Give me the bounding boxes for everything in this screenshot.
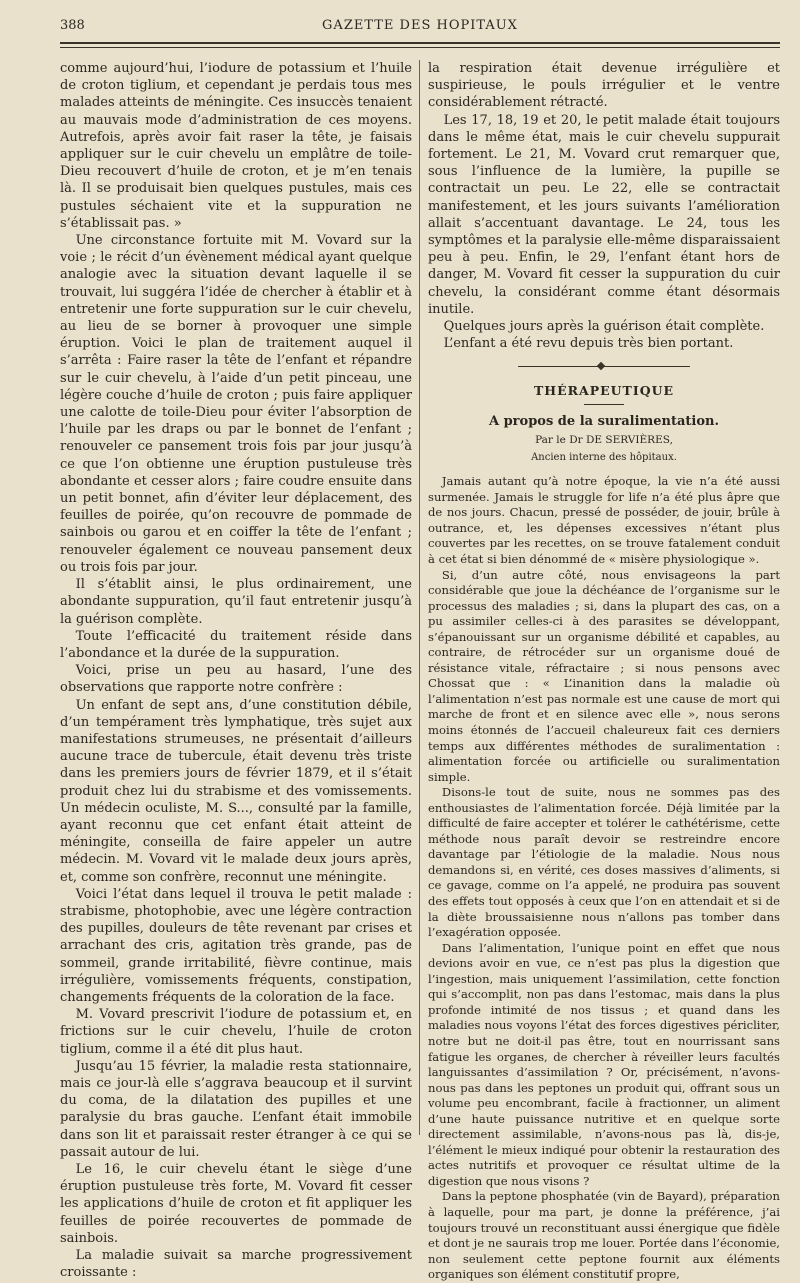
paragraph: Un enfant de sept ans, d’une constitution débile, d’un tempérament très lymphatique, très sujet aux manifestations strumeuses, ne présentait d’ailleurs aucune trace de tubercule, était devenu très triste dans les premiers jours de février 1879, et il s’était produit chez lui du strabisme et des vomissements. Un médecin oculiste, M. S..., consulté par la famille, ayant reconnu que cet enfant était atteint de méningite, conseilla de faire appeler un autre médecin. M. Vovard vit le malade deux jours après, et, comme son confrère, reconnut une méningite. bbox=[60, 697, 412, 885]
paragraph: Voici l’état dans lequel il trouva le petit malade : strabisme, photophobie, avec une légère contraction des pupilles, douleurs de tête revenant par crises et arrachant des cris, agitation très grande, pas de sommeil, grande irritabilité, fièvre continue, mais irrégulière, vomissements fréquents, constipation, changements fréquents de la coloration de la face. bbox=[60, 886, 412, 1005]
paragraph: Toute l’efficacité du traitement réside dans l’abondance et la durée de la suppuration. bbox=[60, 628, 412, 661]
paragraph: Quelques jours après la guérison était complète. bbox=[443, 319, 765, 335]
page-number: 388 bbox=[60, 18, 85, 33]
byline: Par le Dr DE SERVIÈRES, bbox=[535, 433, 673, 446]
article-title: A propos de la suralimentation. bbox=[488, 413, 720, 429]
paragraph: Voici, prise un peu au hasard, l’une des observations que rapporte notre confrère : bbox=[60, 663, 412, 696]
paragraph: Jamais autant qu’à notre époque, la vie n’a été aussi surmenée. Jamais le struggle for life n’a été plus âpre que de nos jours. Chacun, pressé de posséder, de jouir, brûle à outrance, et, les dépenses excessives n’étant plus couvertes par les recettes, on se trouve fatalement conduit à cet état si bien dénommé de « misère physiologique ». bbox=[428, 474, 780, 566]
paragraph: M. Vovard prescrivit l’iodure de potassium et, en frictions sur le cuir chevelu, l’huile de croton tiglium, comme il a été dit plus haut. bbox=[60, 1007, 412, 1057]
paragraph: Le 16, le cuir chevelu étant le siège d’une éruption pustuleuse très forte, M. Vovard fit cesser les applications d’huile de croton et fit appliquer les feuilles de poirée recouvertes de pommade de sainbois. bbox=[60, 1162, 412, 1246]
section-separator bbox=[428, 362, 780, 370]
left-column bbox=[60, 60, 412, 1281]
paragraph: Il s’établit ainsi, le plus ordinairement, une abondante suppuration, qu’il faut entretenir jusqu’à la guérison complète. bbox=[60, 577, 412, 627]
header-rule-thick bbox=[60, 42, 780, 44]
paragraph: Les 17, 18, 19 et 20, le petit malade était toujours dans le même état, mais le cuir chevelu suppurait fortement. Le 21, M. Vovard crut remarquer que, sous l’influence de la lumière, la pupille se contractait un peu. Le 22, elle se contractait manifestement, et les jours suivants l’amélioration allait s’accentuant davantage. Le 24, tous les symptômes et la paralysie elle-même disparaissaient peu à peu. Enfin, le 29, l’enfant étant hors de danger, M. Vovard fit cesser la suppuration du cuir chevelu, la considérant comme étant désormais inutile. bbox=[428, 112, 780, 317]
journal-title: GAZETTE DES HOPITAUX bbox=[322, 18, 518, 33]
article-body bbox=[428, 474, 780, 1282]
byline-subtitle: Ancien interne des hôpitaux. bbox=[531, 452, 677, 464]
page-header bbox=[60, 16, 780, 42]
paragraph: la respiration était devenue irrégulière et suspirieuse, le pouls irrégulier et le ventre considérablement rétracté. bbox=[428, 61, 780, 111]
paragraph: La maladie suivait sa marche progressivement croissante : bbox=[60, 1248, 412, 1281]
paragraph: comme aujourd’hui, l’iodure de potassium et l’huile de croton tiglium, et cependant je perdais tous mes malades atteints de méningite. Ces insuccès tenaient au mauvais mode d’administration de ces moyens. Autrefois, après avoir fait raser la tête, je faisais appliquer sur le cuir chevelu un emplâtre de toile-Dieu recouvert d’huile de croton, et je m’en tenais là. Il se produisait bien quelques pustules, mais ces pustules séchaient vite et la suppuration ne s’établissait pas. » bbox=[60, 61, 412, 231]
header-rule-thin bbox=[60, 47, 780, 48]
paragraph: Jusqu’au 15 février, la maladie resta stationnaire, mais ce jour-là elle s’aggrava beaucoup et il survint du coma, de la dilatation des pupilles et une paralysie du bras gauche. L’enfant était immobile dans son lit et paraissait rester étranger à ce qui se passait autour de lui. bbox=[60, 1058, 412, 1160]
title-rule bbox=[584, 404, 624, 405]
paragraph: Dans l’alimentation, l’unique point en effet que nous devions avoir en vue, ce n’est pas plus la digestion que l’ingestion, mais uniquement l’assimilation, cette fonction qui s’accomplit, non pas dans l’estomac, mais dans la plus profonde intimité de nos tissus ; et quand dans les maladies nous voyons l’état des forces digestives péricliter, notre but ne doit-il pas être, tout en nourrissant sans fatigue les organes, de chercher à réveiller leurs facultés languissantes d’assimilation ? Or, précisément, n’avons-nous pas dans les peptones un produit qui, offrant sous un volume peu encombrant, facile à fractionner, un aliment d’une haute puissance nutritive et en quelque sorte directement assimilable, n’avons-nous pas là, dis-je, l’élément le mieux indiqué pour obtenir la restauration des actes nutritifs et provoquer ce résultat ultime de la digestion que nous visons ? bbox=[428, 940, 780, 1188]
paragraph: Si, d’un autre côté, nous envisageons la part considérable que joue la déchéance de l’organisme sur le processus des maladies ; si, dans la plupart des cas, on a pu assimiler celles-ci à des parasites se développant, s’épanouissant sur un organisme débilité et capables, au contraire, de rétrocéder sur un organisme doué de résistance vitale, réfractaire ; si nous pensons avec Chossat que : « L’inanition dans la maladie où l’alimentation n’est pas normale est une cause de mort qui marche de front et en silence avec elle », nous serons moins étonnés de l’accueil chaleureux fait ces derniers temps aux différentes méthodes de suralimentation : alimentation forcée ou artificielle ou suralimentation simple. bbox=[428, 567, 780, 784]
right-column bbox=[428, 60, 780, 1282]
paragraph: L’enfant a été revu depuis très bien portant. bbox=[443, 336, 734, 352]
paragraph: Dans la peptone phosphatée (vin de Bayard), préparation à laquelle, pour ma part, je donne la préférence, j’ai toujours trouvé un reconstituant aussi énergique que fidèle et dont je ne saurais trop me louer. Portée dans l’économie, non seulement cette peptone fournit aux éléments organiques son élément constitutif propre, bbox=[428, 1189, 780, 1282]
section-title: THÉRAPEUTIQUE bbox=[533, 383, 675, 399]
paragraph: Une circonstance fortuite mit M. Vovard sur la voie ; le récit d’un évènement médical ayant quelque analogie avec la situation devant laquelle il se trouvait, lui suggéra l’idée de chercher à établir et à entretenir une forte suppuration sur le cuir chevelu, au lieu de se borner à provoquer une simple éruption. Voici le plan de traitement auquel il s’arrêta : Faire raser la tête de l’enfant et répandre sur le cuir chevelu, à l’aide d’un petit pinceau, une légère couche d’huile de croton ; puis faire appliquer une calotte de toile-Dieu pour éviter l’absorption de l’huile par les draps ou par le bonnet de l’enfant ; renouveler ce pansement trois fois par jour jusqu’à ce que l’on obtienne une éruption pustuleuse très abondante et cesser alors ; faire coudre ensuite dans un petit bonnet, afin d’éviter leur déplacement, des feuilles de poirée, qu’on recouvre de pommade de sainbois ou garou et en coiffer la tête de l’enfant ; renouveler également ce nouveau pansement deux ou trois fois par jour. bbox=[60, 233, 412, 575]
paragraph: Disons-le tout de suite, nous ne sommes pas des enthousiastes de l’alimentation forcée. Déjà limitée par la difficulté de faire accepter et tolérer le cathétérisme, cette méthode nous paraît devoir se restreindre encore davantage par l’étiologie de la maladie. Nous nous demandons si, en vérité, ces doses massives d’aliments, si ce gavage, comme on l’a appelé, ne produira pas souvent des effets tout opposés à ceux que l’on en attendait et si de la diète broussaisienne nous n’allons pas tomber dans l’exagération opposée. bbox=[428, 785, 780, 940]
column-divider bbox=[419, 60, 420, 1135]
